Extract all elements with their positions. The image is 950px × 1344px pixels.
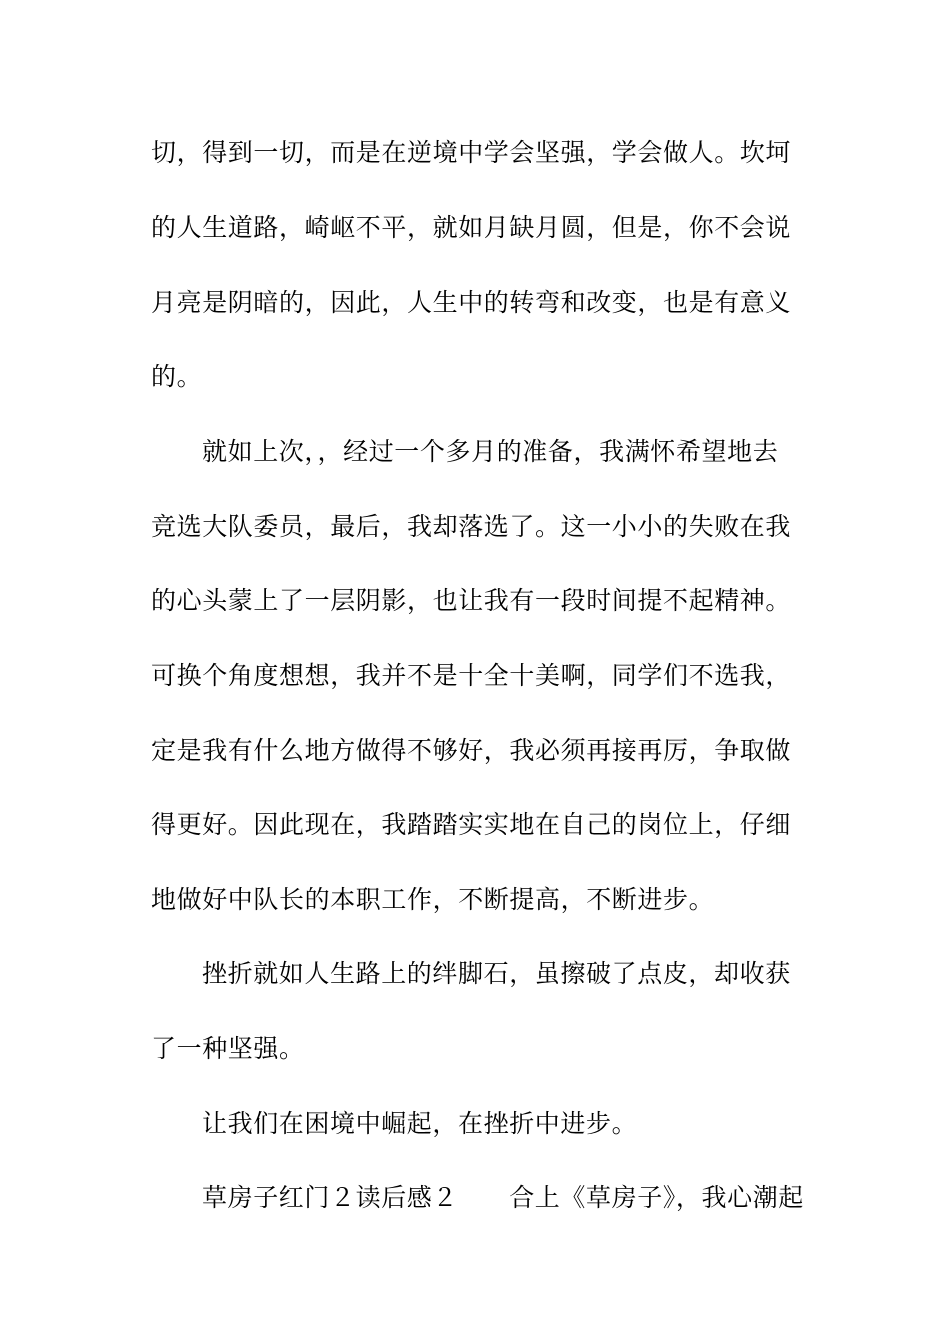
paragraph-line-14: 让我们在困境中崛起，在挫折中进步。 [202, 1109, 638, 1138]
paragraph-line-13: 了一种坚强。 [151, 1034, 305, 1063]
paragraph-line-10: 得更好。因此现在，我踏踏实实地在自己的岗位上，仔细 [151, 810, 792, 839]
paragraph-line-2: 的人生道路，崎岖不平，就如月缺月圆，但是，你不会说 [151, 213, 792, 242]
paragraph-line-7: 的心头蒙上了一层阴影，也让我有一段时间提不起精神。 [151, 586, 792, 615]
paragraph-line-6: 竞选大队委员，最后，我却落选了。这一小小的失败在我 [151, 512, 792, 541]
paragraph-line-12: 挫折就如人生路上的绊脚石，虽擦破了点皮，却收获 [202, 959, 791, 988]
paragraph-line-9: 定是我有什么地方做得不够好，我必须再接再厉，争取做 [151, 736, 792, 765]
paragraph-line-11: 地做好中队长的本职工作，不断提高，不断进步。 [151, 885, 715, 914]
paragraph-line-4: 的。 [151, 362, 203, 391]
paragraph-line-1: 切，得到一切，而是在逆境中学会坚强，学会做人。坎坷 [151, 138, 792, 167]
paragraph-line-5: 就如上次，，经过一个多月的准备，我满怀希望地去 [202, 437, 779, 466]
paragraph-line-8: 可换个角度想想，我并不是十全十美啊，同学们不选我， [151, 661, 792, 690]
paragraph-line-3: 月亮是阴暗的，因此，人生中的转弯和改变，也是有意义 [151, 288, 792, 317]
section-heading-line: 草房子红门２读后感２ 合上《草房子》，我心潮起 [202, 1183, 804, 1212]
